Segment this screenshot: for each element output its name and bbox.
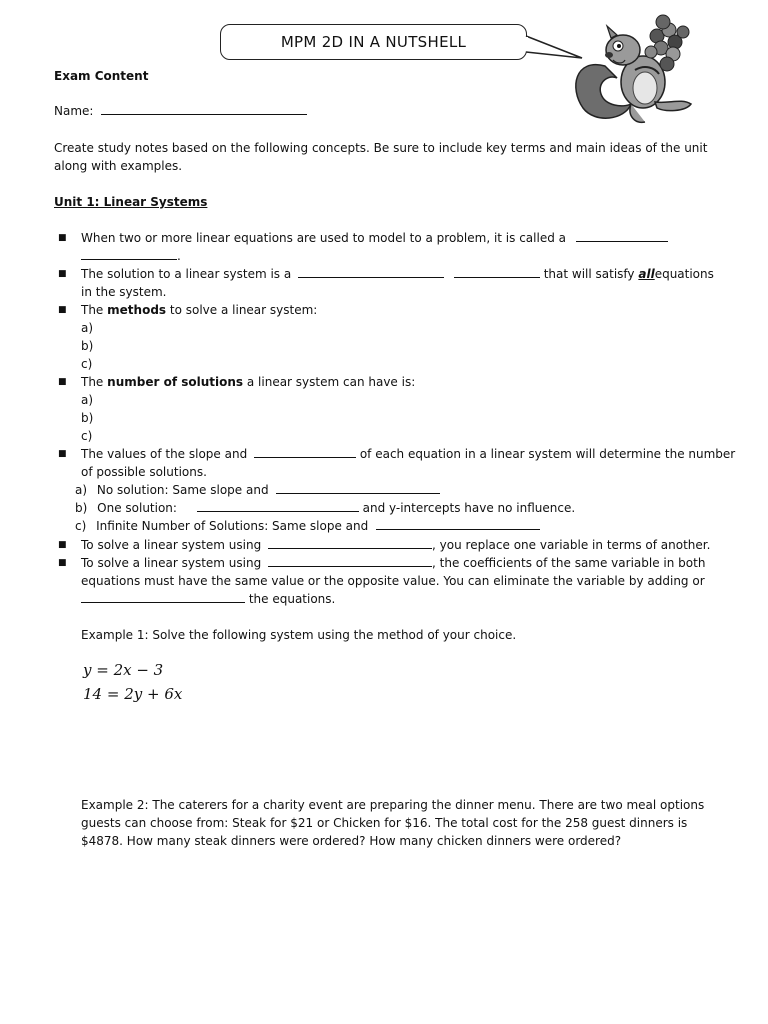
bullet-2-line-1: [81, 265, 714, 283]
bullet-icon: ■: [58, 233, 67, 243]
bullet-1-text: When two or more linear equations are used to model to a problem, it is called a: [81, 231, 566, 245]
bullet-4-text-a: The: [81, 375, 104, 389]
example-1-prompt: Example 1: Solve the following system using the method of your choice.: [81, 628, 517, 642]
bullet-2-text-c: equations: [654, 267, 714, 281]
equation-2: 14 = 2y + 6x: [83, 685, 183, 703]
sub-b-tail: and y-intercepts have no influence.: [362, 501, 576, 515]
bullet-3-line: [81, 301, 317, 319]
bullet-5-line-2: of possible solutions.: [81, 465, 207, 479]
sub-c-label: c): [75, 519, 87, 533]
sub-a-text: No solution: Same slope and: [96, 483, 269, 497]
blank-6: [276, 481, 440, 494]
sub-item-a: [75, 481, 440, 499]
bullet-7-line-1: [81, 554, 705, 572]
bullet-7-line-2: equations must have the same value or the opposite value. You can eliminate the variable by adding or: [81, 574, 705, 588]
bullet-3-bold: methods: [107, 303, 167, 317]
blank-11: [81, 590, 245, 603]
equation-1: y = 2x − 3: [83, 661, 164, 679]
bullet-2-all: all: [638, 267, 655, 281]
blank-4: [454, 265, 540, 278]
bullet-6-text-b: , you replace one variable in terms of another.: [432, 538, 711, 552]
name-row: [54, 102, 307, 120]
bullet-2-line-2: in the system.: [81, 285, 167, 299]
name-label: Name:: [54, 104, 94, 118]
bullet-5-text-b: of each equation in a linear system will determine the number: [359, 447, 736, 461]
bullet-1-line-1: [81, 229, 668, 247]
page-title: MPM 2D IN A NUTSHELL: [280, 33, 467, 51]
list-letter-b: b): [81, 339, 94, 353]
bullet-7-text-a: To solve a linear system using: [81, 556, 262, 570]
exam-content-heading: Exam Content: [54, 69, 149, 83]
bullet-3-text-a: The: [81, 303, 104, 317]
bullet-7-text-b: , the coefficients of the same variable in both: [432, 556, 706, 570]
bullet-icon: ■: [58, 305, 67, 315]
sub-b-label: b): [75, 501, 88, 515]
list-letter-c: c): [81, 357, 93, 371]
bullet-icon: ■: [58, 377, 67, 387]
blank-5: [254, 445, 356, 458]
example-2-line-1: Example 2: The caterers for a charity event are preparing the dinner menu. There are two meal options: [81, 798, 705, 812]
bullet-7-line-3: [81, 590, 335, 608]
list-letter-a: a): [81, 393, 94, 407]
list-letter-a: a): [81, 321, 94, 335]
list-letter-b: b): [81, 411, 94, 425]
sub-item-b: [75, 499, 575, 517]
bullet-icon: ■: [58, 540, 67, 550]
bullet-icon: ■: [58, 449, 67, 459]
intro-line-2: along with examples.: [54, 159, 183, 173]
bullet-4-line: [81, 373, 415, 391]
intro-line-1: Create study notes based on the following concepts. Be sure to include key terms and main ideas of the unit: [54, 141, 708, 155]
list-letter-c: c): [81, 429, 93, 443]
blank-8: [376, 517, 540, 530]
sub-a-label: a): [75, 483, 88, 497]
sub-b-text: One solution:: [97, 501, 177, 515]
blank-2: [81, 247, 177, 260]
bullet-icon: ■: [58, 558, 67, 568]
bullet-7-tail: the equations.: [248, 592, 336, 606]
example-2-line-3: $4878. How many steak dinners were ordered? How many chicken dinners were ordered?: [81, 834, 622, 848]
bullet-6-text-a: To solve a linear system using: [81, 538, 262, 552]
bullet-5-line-1: [81, 445, 735, 463]
bullet-icon: ■: [58, 269, 67, 279]
title-callout: [220, 24, 527, 60]
bullet-4-bold: number of solutions: [107, 375, 244, 389]
bullet-3-text-b: to solve a linear system:: [169, 303, 318, 317]
bullet-2-text-a: The solution to a linear system is a: [81, 267, 292, 281]
name-blank: [101, 102, 307, 115]
sub-item-c: [75, 517, 540, 535]
blank-7: [197, 499, 359, 512]
unit-heading: Unit 1: Linear Systems: [54, 195, 208, 209]
squirrel-icon: [565, 8, 715, 130]
blank-10: [268, 554, 432, 567]
blank-3: [298, 265, 444, 278]
bullet-5-text-a: The values of the slope and: [81, 447, 248, 461]
example-2-line-2: guests can choose from: Steak for $21 or Chicken for $16. The total cost for the 258 guest dinners is: [81, 816, 688, 830]
sub-c-text: Infinite Number of Solutions: Same slope and: [96, 519, 369, 533]
bullet-4-text-b: a linear system can have is:: [246, 375, 416, 389]
blank-1: [576, 229, 668, 242]
bullet-6-line: [81, 536, 710, 554]
bullet-2-text-b: that will satisfy: [543, 267, 635, 281]
bullet-1-line-2: .: [81, 247, 181, 265]
blank-9: [268, 536, 432, 549]
